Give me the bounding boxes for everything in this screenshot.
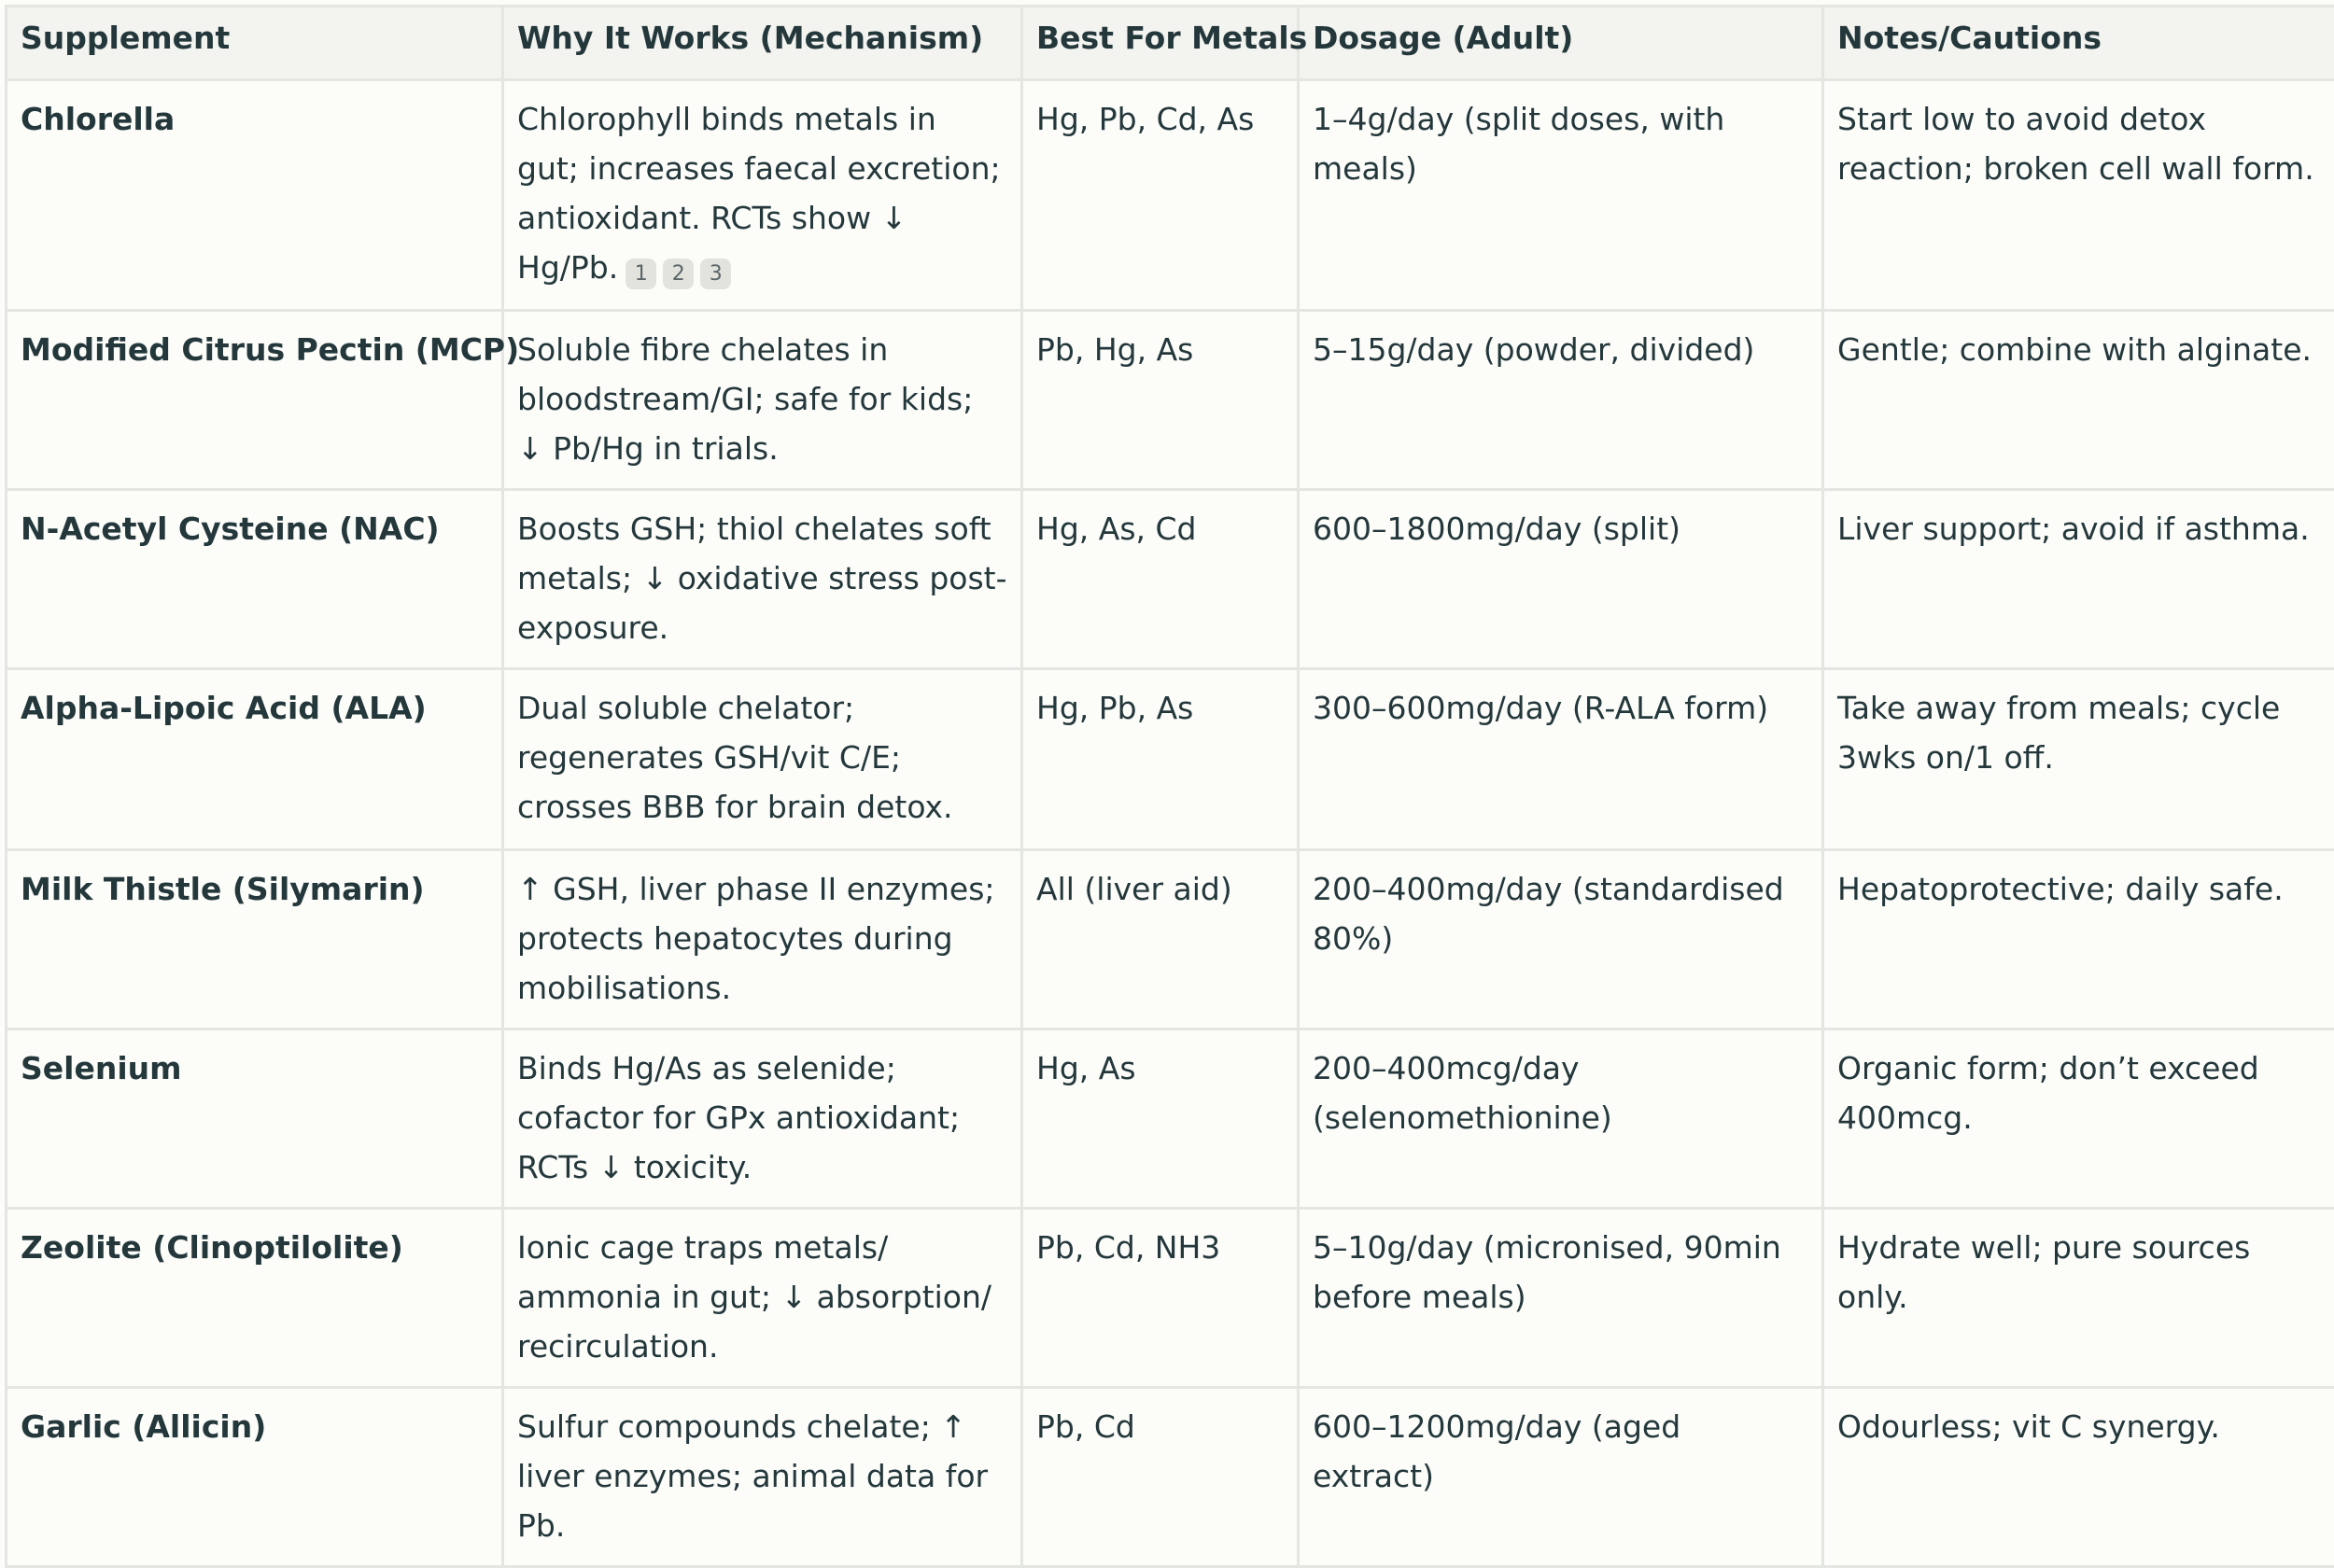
header-metals: Best For Metals (1022, 7, 1299, 80)
metals-cell: Hg, Pb, Cd, As (1022, 80, 1299, 311)
header-dosage: Dosage (Adult) (1299, 7, 1823, 80)
mechanism-text: Chlorophyll binds metals in gut; increases faecal excretion; antioxidant. RCTs show ↓ Hg/Pb. (517, 101, 1001, 286)
supplement-name: Alpha-Lipoic Acid (ALA) (7, 669, 503, 850)
metals-cell: Hg, As (1022, 1029, 1299, 1209)
notes-cell: Hydrate well; pure sources only. (1823, 1209, 2334, 1388)
header-mechanism: Why It Works (Mechanism) (503, 7, 1022, 80)
metals-cell: Pb, Hg, As (1022, 311, 1299, 490)
metals-cell: Hg, Pb, As (1022, 669, 1299, 850)
dosage-cell: 5–15g/day (powder, divided) (1299, 311, 1823, 490)
notes-cell: Hepatoprotective; daily safe. (1823, 850, 2334, 1029)
supplement-name: Zeolite (Clinoptilolite) (7, 1209, 503, 1388)
supplement-name: Milk Thistle (Silymarin) (7, 850, 503, 1029)
table-row (7, 1029, 2334, 1209)
header-supplement: Supplement (7, 7, 503, 80)
notes-cell: Odourless; vit C synergy. (1823, 1388, 2334, 1567)
notes-cell: Organic form; don’t exceed 400mcg. (1823, 1029, 2334, 1209)
notes-cell: Take away from meals; cycle 3wks on/1 off. (1823, 669, 2334, 850)
dosage-cell: 600–1200mg/day (aged extract) (1299, 1388, 1823, 1567)
mechanism-cell: Sulfur compounds chelate; ↑ liver enzymes; animal data for Pb. (503, 1388, 1022, 1567)
metals-cell: Pb, Cd, NH3 (1022, 1209, 1299, 1388)
dosage-cell: 300–600mg/day (R-ALA form) (1299, 669, 1823, 850)
notes-cell: Start low to avoid detox reaction; broken cell wall form. (1823, 80, 2334, 311)
notes-cell: Liver support; avoid if asthma. (1823, 490, 2334, 669)
supplement-name: Garlic (Allicin) (7, 1388, 503, 1567)
dosage-cell: 600–1800mg/day (split) (1299, 490, 1823, 669)
mechanism-cell: Boosts GSH; thiol chelates soft metals; ↓ oxidative stress post-exposure. (503, 490, 1022, 669)
supplement-table (5, 5, 2334, 1568)
mechanism-cell (503, 80, 1022, 311)
metals-cell: All (liver aid) (1022, 850, 1299, 1029)
citation-badge[interactable]: 3 (700, 259, 731, 289)
table-row (7, 1209, 2334, 1388)
metals-cell: Pb, Cd (1022, 1388, 1299, 1567)
mechanism-cell: Dual soluble chelator; regenerates GSH/vit C/E; crosses BBB for brain detox. (503, 669, 1022, 850)
metals-cell: Hg, As, Cd (1022, 490, 1299, 669)
citation-group (626, 245, 738, 294)
dosage-cell: 1–4g/day (split doses, with meals) (1299, 80, 1823, 311)
supplement-name: Modified Citrus Pectin (MCP) (7, 311, 503, 490)
table-row (7, 80, 2334, 311)
mechanism-cell: Ionic cage traps metals/ ammonia in gut; ↓ absorption/ recirculation. (503, 1209, 1022, 1388)
supplement-name: N-Acetyl Cysteine (NAC) (7, 490, 503, 669)
dosage-cell: 5–10g/day (micronised, 90min before meals) (1299, 1209, 1823, 1388)
mechanism-cell: Binds Hg/As as selenide; cofactor for GPx antioxidant; RCTs ↓ toxicity. (503, 1029, 1022, 1209)
table-row (7, 311, 2334, 490)
table-header-row (7, 7, 2334, 80)
mechanism-cell: Soluble fibre chelates in bloodstream/GI; safe for kids; ↓ Pb/Hg in trials. (503, 311, 1022, 490)
table-row (7, 490, 2334, 669)
supplement-name: Chlorella (7, 80, 503, 311)
table-row (7, 669, 2334, 850)
table-row (7, 1388, 2334, 1567)
citation-badge[interactable]: 2 (663, 259, 694, 289)
table-row (7, 850, 2334, 1029)
dosage-cell: 200–400mg/day (standardised 80%) (1299, 850, 1823, 1029)
mechanism-cell: ↑ GSH, liver phase II enzymes; protects hepatocytes during mobilisations. (503, 850, 1022, 1029)
supplement-name: Selenium (7, 1029, 503, 1209)
citation-badge[interactable]: 1 (626, 259, 656, 289)
notes-cell: Gentle; combine with alginate. (1823, 311, 2334, 490)
dosage-cell: 200–400mcg/day (selenomethionine) (1299, 1029, 1823, 1209)
header-notes: Notes/Cautions (1823, 7, 2334, 80)
